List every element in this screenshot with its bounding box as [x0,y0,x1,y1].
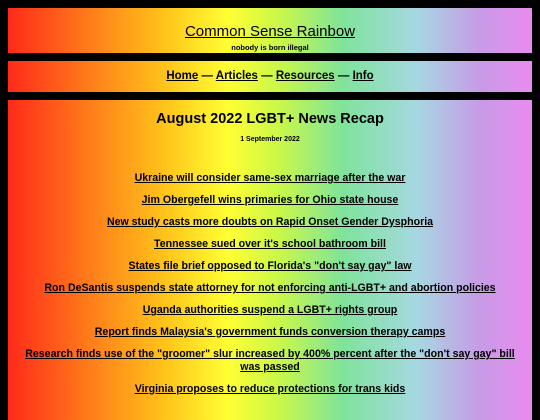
article-link[interactable]: New study casts more doubts on Rapid Onset Gender Dysphoria [106,216,434,228]
nav-link-info[interactable]: Info [352,70,374,82]
list-item [22,194,518,207]
article-link[interactable]: Ukraine will consider same-sex marriage after the war [134,172,406,184]
article-link[interactable]: Uganda authorities suspend a LGBT+ rights group [142,304,398,316]
article-link[interactable]: Jim Obergefell wins primaries for Ohio state house [141,194,399,206]
nav-link-articles[interactable]: Articles [215,70,258,82]
nav-link-home[interactable]: Home [166,70,199,82]
nav-separator: — [337,70,350,82]
nav-link-resources[interactable]: Resources [275,70,335,82]
site-header [8,8,532,53]
list-item [22,260,518,273]
article-link[interactable]: Virginia proposes to reduce protections for trans kids [134,382,406,395]
list-item [22,383,518,396]
list-item [22,172,518,185]
list-item [22,326,518,339]
list-item [22,282,518,295]
list-item [22,238,518,251]
article-list [8,172,532,395]
article-link[interactable]: Ron DeSantis suspends state attorney for not enforcing anti-LGBT+ and abortion policies [44,282,496,294]
list-item [22,216,518,229]
post-title: August 2022 LGBT+ News Recap [156,111,384,127]
nav-links [8,61,532,82]
article-link[interactable]: Research finds use of the "groomer" slur increased by 400% percent after the "don't say gay" bill was passed [25,348,515,373]
site-title-link[interactable]: Common Sense Rainbow [184,23,356,40]
post-content [8,100,532,420]
post-date: 1 September 2022 [240,136,300,143]
article-link[interactable]: Report finds Malaysia's government funds conversion therapy camps [94,326,446,338]
nav-separator: — [261,70,273,82]
main-nav [8,61,532,92]
list-item [22,304,518,317]
nav-separator: — [201,70,213,82]
list-item [22,348,518,373]
site-tagline: nobody is born illegal [231,43,309,52]
article-link[interactable]: Tennessee sued over it's school bathroom bill [154,238,386,250]
article-link[interactable]: States file brief opposed to Florida's "don't say gay" law [128,260,412,272]
